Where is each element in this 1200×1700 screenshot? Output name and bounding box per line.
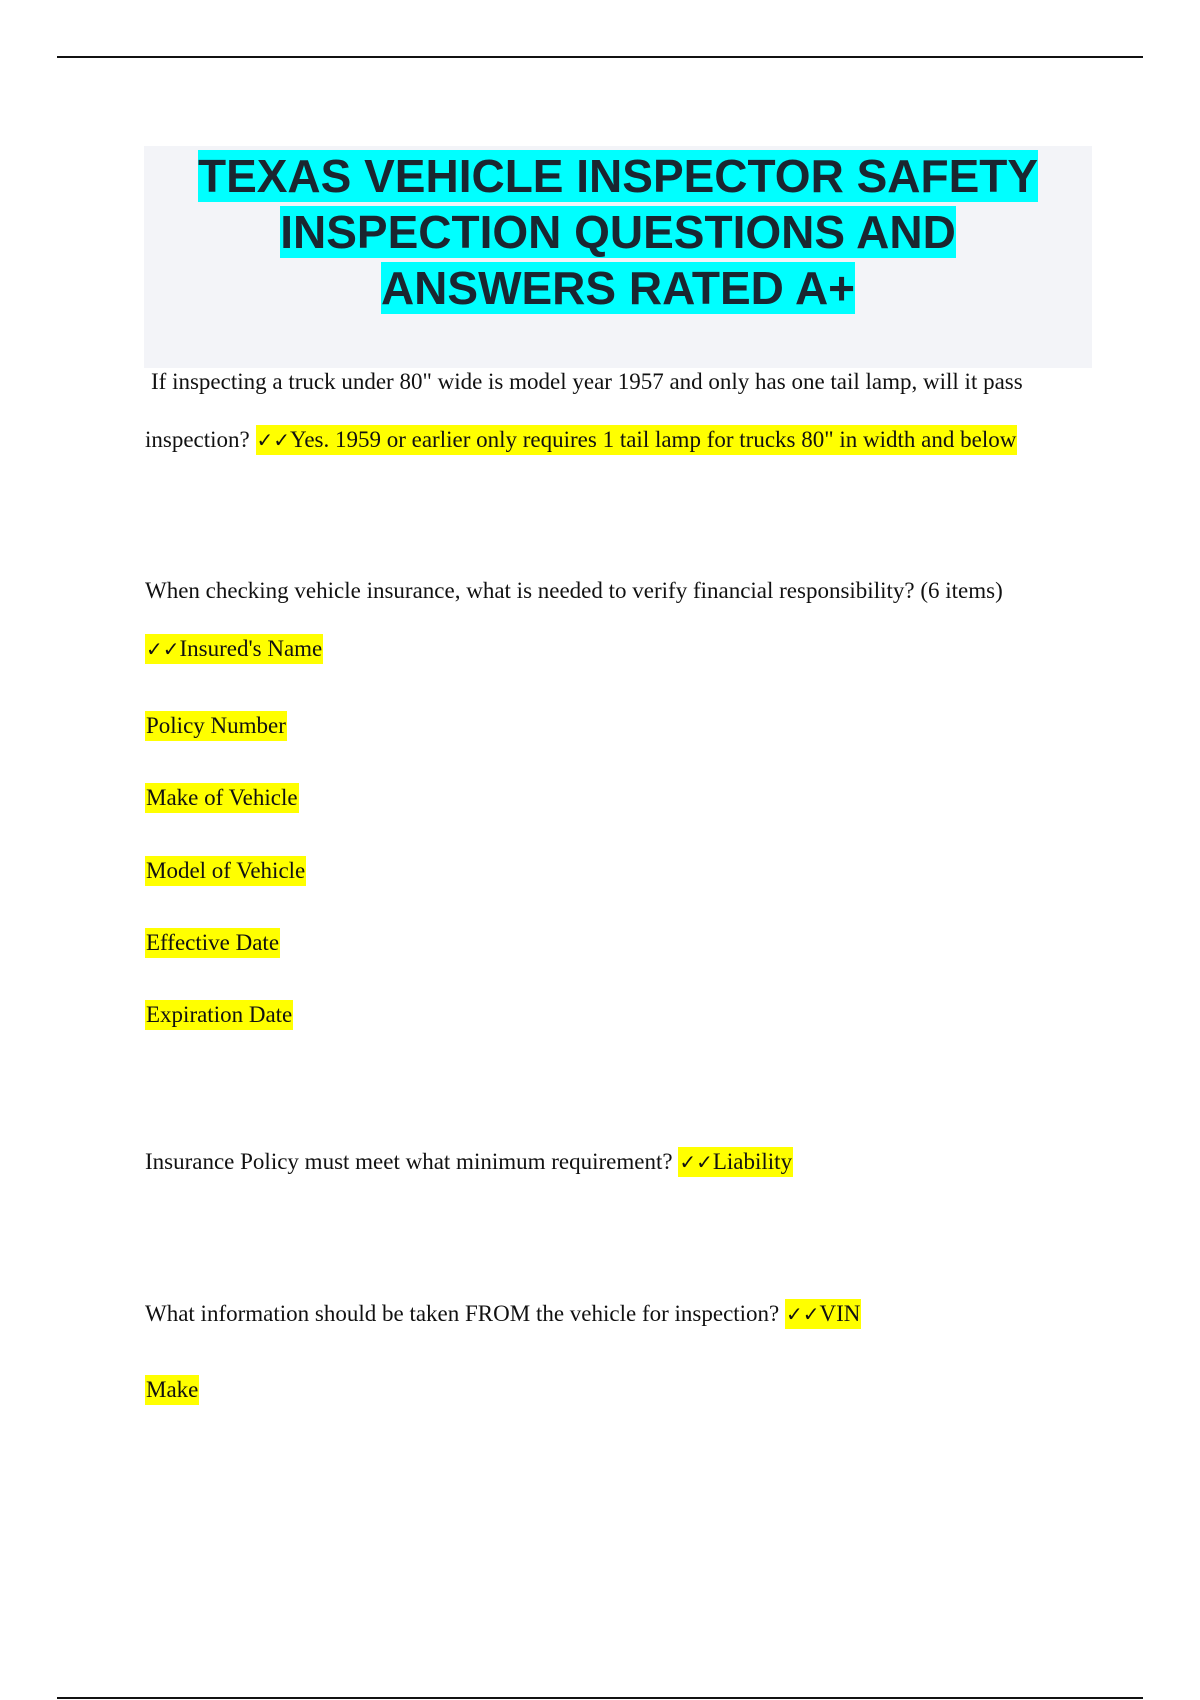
q2-answer-5-text: Effective Date [145,928,280,958]
q1-question-line-2 [145,425,1017,455]
bottom-rule [57,1697,1143,1699]
document-title [144,146,1092,316]
check-icon: ✓✓ [146,637,180,661]
q2-answer-4 [145,856,306,886]
q4-question [145,1299,861,1329]
q3-question-text: Insurance Policy must meet what minimum requirement? [145,1149,673,1174]
q2-answer-6 [145,1000,293,1030]
q1-answer [256,425,1018,455]
check-icon: ✓✓ [786,1302,820,1326]
q2-answer-3 [145,783,299,813]
q1-question-end: inspection? [145,427,250,452]
title-line-1: TEXAS VEHICLE INSPECTOR SAFETY [197,150,1039,202]
check-icon: ✓✓ [256,428,291,452]
check-icon: ✓✓ [679,1150,713,1174]
q4-answer-2 [145,1375,199,1405]
title-line-2: INSPECTION QUESTIONS AND [280,206,956,258]
q2-answer-6-text: Expiration Date [145,1000,293,1030]
q2-answer-1 [145,634,323,664]
q2-question: When checking vehicle insurance, what is needed to verify financial responsibility? (6 items) [145,578,1003,603]
q3-answer [678,1147,793,1177]
q3-question [145,1147,793,1177]
q2-answer-2 [145,711,287,741]
q4-answer-1 [785,1299,861,1329]
q4-answer-2-text: Make [145,1375,199,1405]
q2-answer-4-text: Model of Vehicle [145,856,306,886]
q2-answer-3-text: Make of Vehicle [145,783,299,813]
q1-question-line-1: If inspecting a truck under 80" wide is model year 1957 and only has one tail lamp, will it pass [151,369,1023,394]
q1-answer-text: Yes. 1959 or earlier only requires 1 tail lamp for trucks 80" in width and below [290,427,1017,452]
q4-question-text: What information should be taken FROM the vehicle for inspection? [145,1301,780,1326]
q2-answer-5 [145,928,280,958]
q3-answer-text: Liability [712,1149,793,1174]
top-rule [57,56,1143,58]
q4-answer-1-text: VIN [819,1301,861,1326]
q2-answer-1-text: Insured's Name [179,636,323,661]
q2-answer-1-highlight [145,634,323,664]
q2-answer-2-text: Policy Number [145,711,287,741]
title-line-3: ANSWERS RATED A+ [380,262,856,314]
